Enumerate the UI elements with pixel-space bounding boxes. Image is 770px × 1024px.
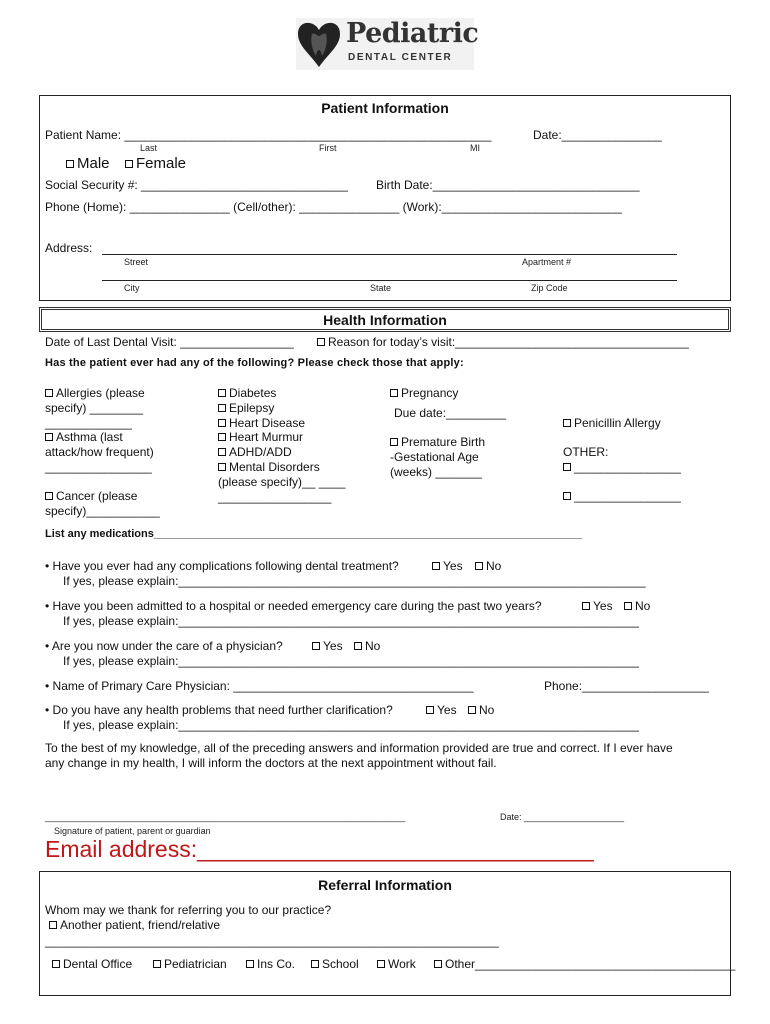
ins-co-option[interactable]: Ins Co. [246,957,295,971]
last-visit-field[interactable]: Date of Last Dental Visit: _________________ [45,335,294,349]
work-checkbox[interactable] [377,960,385,968]
sub-label-state: State [370,283,392,293]
sub-label-zip: Zip Code [531,283,568,293]
premature-birth-checkbox[interactable] [390,438,398,446]
medications-field[interactable]: List any medications______________________________________________________________________ [45,528,583,540]
practice-logo [296,18,479,70]
q2-no-checkbox[interactable] [624,602,632,610]
dental-office-checkbox[interactable] [52,960,60,968]
signature-caption: Signature of patient, parent or guardian [54,826,211,836]
sub-label-city: City [124,283,140,293]
allergies-option[interactable]: Allergies (please [45,386,145,400]
cancer-checkbox[interactable] [45,492,53,500]
q3-explain-field[interactable]: If yes, please explain:_____________________________________________________________________ [63,654,639,668]
referral-other-checkbox[interactable] [434,960,442,968]
allergies-specify[interactable]: specify) ________ [45,401,144,415]
sub-label-mi: MI [470,143,480,153]
diabetes-option[interactable]: Diabetes [218,386,276,400]
physician-phone-field[interactable]: Phone:___________________ [544,679,709,693]
q1-no[interactable]: No [475,559,501,573]
q2-explain-field[interactable]: If yes, please explain:_____________________________________________________________________ [63,614,639,628]
dental-office-option[interactable]: Dental Office [52,957,132,971]
asthma-option[interactable]: Asthma (last [45,430,123,444]
patient-date-field[interactable]: Date:_______________ [533,128,662,142]
city-state-zip-line[interactable] [102,280,677,281]
q1-yes-checkbox[interactable] [432,562,440,570]
question-physician: • Are you now under the care of a physician? [45,639,283,653]
q3-no[interactable]: No [354,639,380,653]
another-patient-checkbox[interactable] [49,921,57,929]
mental-disorders-checkbox[interactable] [218,463,226,471]
sub-label-street: Street [124,257,149,267]
q1-explain-field[interactable]: If yes, please explain:______________________________________________________________________ [63,574,646,588]
q3-yes[interactable]: Yes [312,639,343,653]
reason-field[interactable]: Reason for today’s visit:___________________________________ [317,335,689,349]
heart-murmur-checkbox[interactable] [218,433,226,441]
diabetes-checkbox[interactable] [218,389,226,397]
patient-info-heading: Patient Information [321,100,449,116]
question-complications: • Have you ever had any complications following dental treatment? [45,559,399,573]
mental-specify[interactable]: (please specify)__ ____ [218,475,346,489]
logo-title: Pediatric [346,18,479,49]
q5-yes[interactable]: Yes [426,703,457,717]
street-line[interactable] [102,254,677,255]
sub-label-apartment: Apartment # [522,257,572,267]
other-option-1[interactable]: ________________ [563,460,681,474]
address-label: Address: [45,241,93,255]
q1-no-checkbox[interactable] [475,562,483,570]
ins-co-checkbox[interactable] [246,960,254,968]
patient-name-field[interactable]: Patient Name: _______________________________________________________ [45,128,492,142]
question-clarification: • Do you have any health problems that need further clarification? [45,703,393,717]
epilepsy-option[interactable]: Epilepsy [218,401,274,415]
allergies-checkbox[interactable] [45,389,53,397]
cancer-specify[interactable]: specify)___________ [45,504,160,518]
due-date-field[interactable]: Due date:_________ [394,406,507,420]
q5-yes-checkbox[interactable] [426,706,434,714]
logo-subtitle: DENTAL CENTER [348,52,453,63]
pregnancy-checkbox[interactable] [390,389,398,397]
question-hospital: • Have you been admitted to a hospital or needed emergency care during the past two years? [45,599,542,613]
other-checkbox-1[interactable] [563,463,571,471]
asthma-detail: attack/how frequent) [45,445,154,459]
primary-physician-field[interactable]: • Name of Primary Care Physician: ____________________________________ [45,679,474,693]
heart-disease-checkbox[interactable] [218,419,226,427]
heart-tooth-icon [296,20,342,68]
adhd-checkbox[interactable] [218,448,226,456]
conditions-question: Has the patient ever had any of the following? Please check those that apply: [45,357,464,369]
health-info-heading: Health Information [323,312,447,328]
attestation-line-2: any change in my health, I will inform the doctors at the next appointment without fail. [45,756,497,770]
patient-info-section [39,95,731,301]
email-address-field[interactable]: Email address:_______________________________ [45,836,594,862]
pediatrician-option[interactable]: Pediatrician [153,957,227,971]
q5-explain-field[interactable]: If yes, please explain:_____________________________________________________________________ [63,718,639,732]
gestational-age-label: -Gestational Age [390,450,479,464]
q1-yes[interactable]: Yes [432,559,463,573]
cancer-option[interactable]: Cancer (please [45,489,137,503]
female-checkbox[interactable] [125,160,133,168]
heart-disease-option[interactable]: Heart Disease [218,416,305,430]
penicillin-checkbox[interactable] [563,419,571,427]
q2-yes[interactable]: Yes [582,599,613,613]
referral-heading: Referral Information [318,877,452,893]
referral-question: Whom may we thank for referring you to our practice? [45,903,332,917]
mental-specify-line[interactable]: _________________ [218,490,332,504]
sub-label-first: First [319,143,337,153]
adhd-option[interactable]: ADHD/ADD [218,445,292,459]
reason-checkbox[interactable] [317,338,325,346]
q3-no-checkbox[interactable] [354,642,362,650]
asthma-line[interactable]: ________________ [45,460,152,474]
female-option[interactable]: Female [125,155,186,172]
q2-no[interactable]: No [624,599,650,613]
pediatrician-checkbox[interactable] [153,960,161,968]
other-label: OTHER: [563,445,609,459]
attestation-line-1: To the best of my knowledge, all of the preceding answers and information provided are true and correct. If I ever have [45,741,673,755]
male-checkbox[interactable] [66,160,74,168]
other-checkbox-2[interactable] [563,492,571,500]
another-patient-option[interactable]: Another patient, friend/relative [49,918,220,932]
referral-other-option[interactable]: Other_______________________________________ [434,957,735,971]
q5-no-checkbox[interactable] [468,706,476,714]
asthma-checkbox[interactable] [45,433,53,441]
gestational-weeks-field[interactable]: (weeks) _______ [390,465,483,479]
heart-murmur-option[interactable]: Heart Murmur [218,430,303,444]
premature-birth-option[interactable]: Premature Birth [390,435,485,449]
school-checkbox[interactable] [311,960,319,968]
q5-no[interactable]: No [468,703,494,717]
q2-yes-checkbox[interactable] [582,602,590,610]
sub-label-last: Last [140,143,158,153]
work-option[interactable]: Work [377,957,416,971]
referral-name-line[interactable]: ____________________________________________________________________ [45,934,499,948]
epilepsy-checkbox[interactable] [218,404,226,412]
penicillin-option[interactable]: Penicillin Allergy [563,416,661,430]
signature-field[interactable]: ________________________________________________________________________ [45,812,406,822]
other-option-2[interactable]: ________________ [563,489,681,503]
school-option[interactable]: School [311,957,359,971]
phone-fields[interactable]: Phone (Home): _______________ (Cell/other): _______________ (Work):___________________________ [45,200,622,214]
pregnancy-option[interactable]: Pregnancy [390,386,458,400]
ssn-field[interactable]: Social Security #: _______________________________ [45,178,348,192]
mental-disorders-option[interactable]: Mental Disorders [218,460,320,474]
birth-date-field[interactable]: Birth Date:_______________________________ [376,178,640,192]
q3-yes-checkbox[interactable] [312,642,320,650]
male-option[interactable]: Male [66,155,110,172]
signature-date-field[interactable]: Date: ____________________ [500,812,625,822]
allergies-specify-line[interactable]: _____________ [45,416,132,430]
